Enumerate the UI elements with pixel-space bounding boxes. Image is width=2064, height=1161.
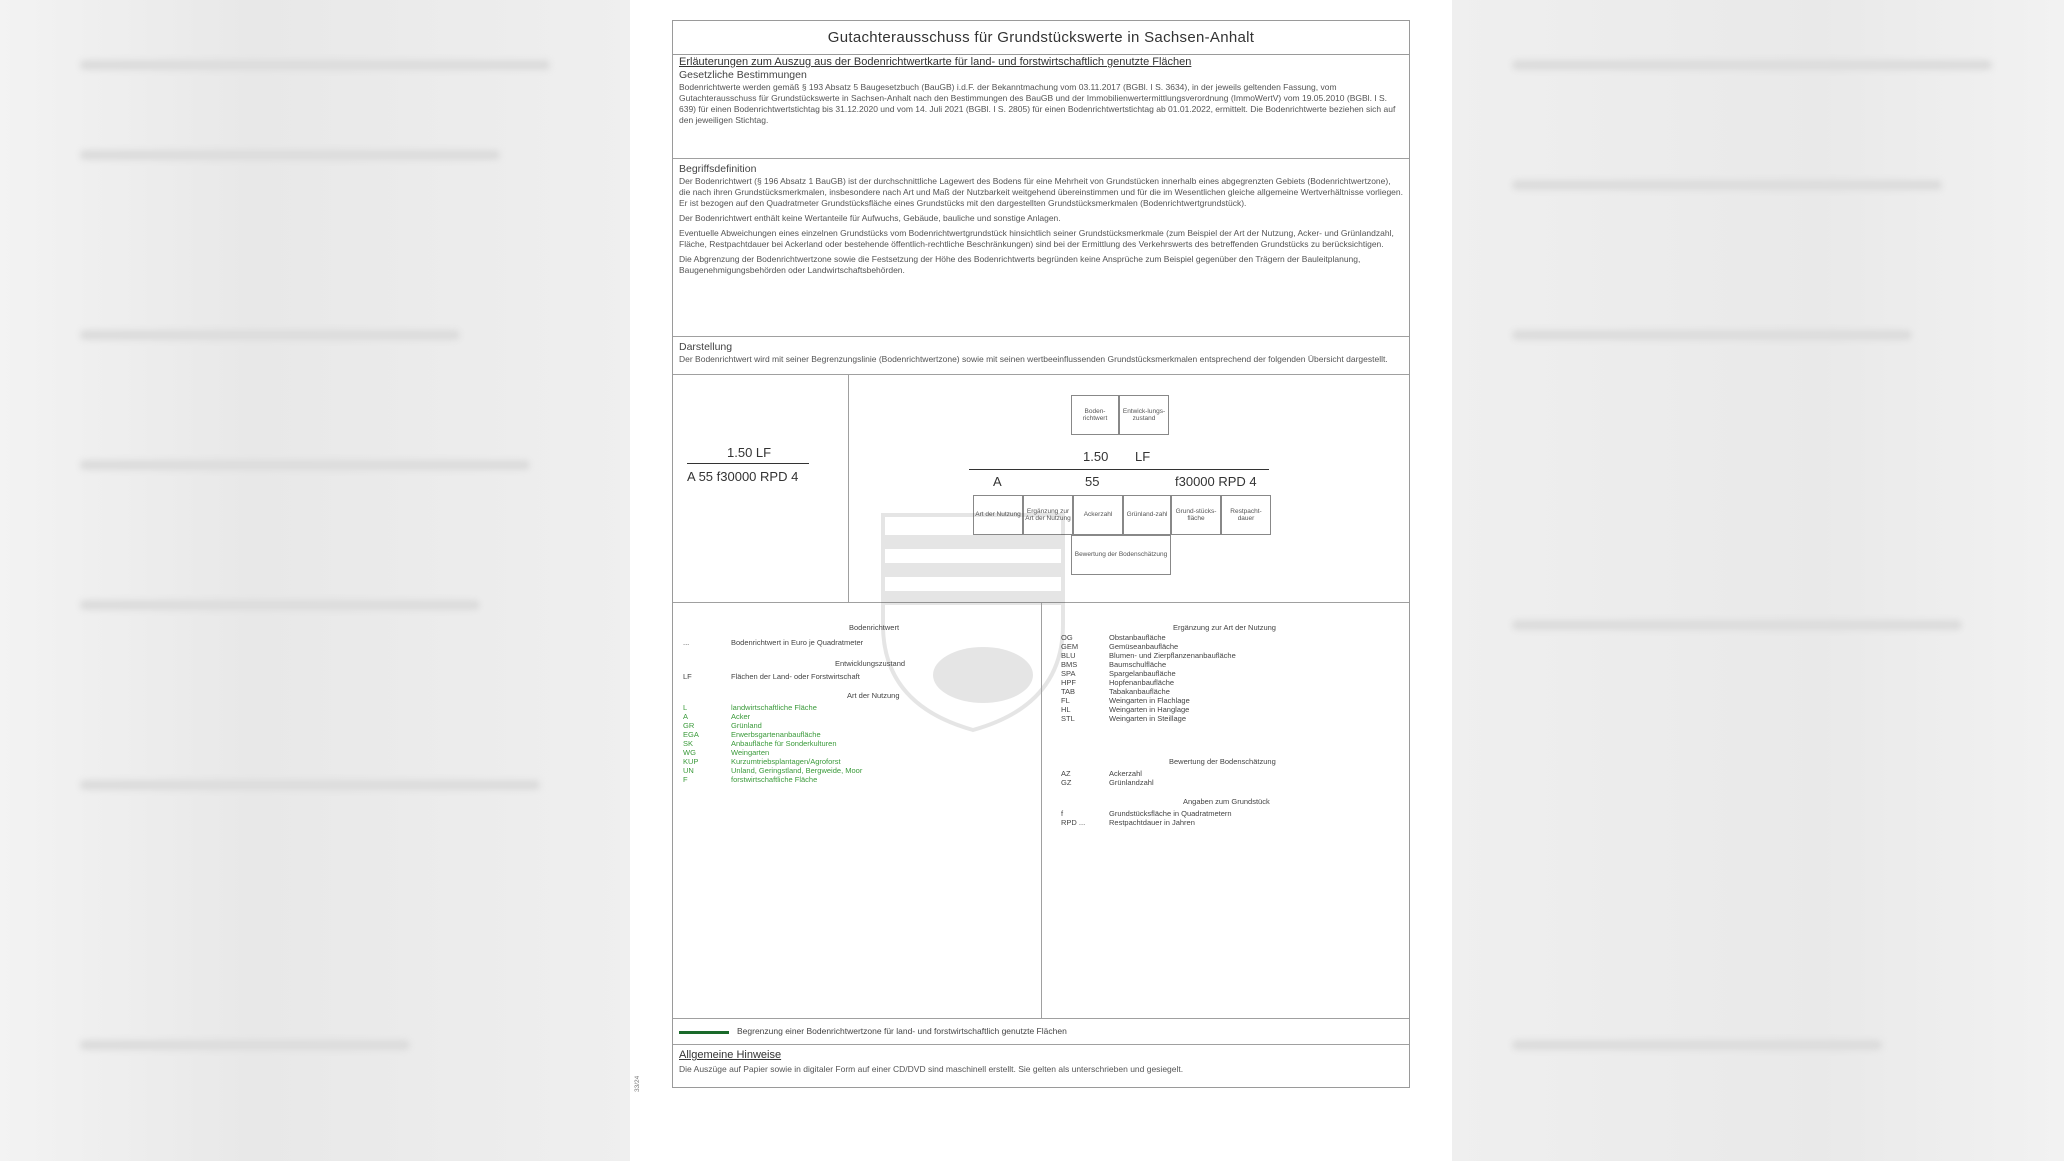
section-gesetzlich [673,54,1409,159]
legend-heading-bodenrichtwert: Bodenrichtwert [849,623,900,632]
diagram-value: 1.50 [1083,449,1109,464]
background-left [0,0,630,1161]
blur-line [80,150,500,160]
legend-text: Baumschulfläche [1109,660,1167,669]
legend-abbr: KUP [683,757,699,766]
box-erg: Ergänzung zur Art der Nutzung [1023,495,1073,535]
blur-line [1512,60,1992,70]
heading-gesetzlich: Gesetzliche Bestimmungen [679,69,807,81]
text-begriff-1: Der Bodenrichtwert (§ 196 Absatz 1 BauGB) ist der durchschnittliche Lagewert des Bodens für eine Mehrheit von Grundstücken innerhalb eines abgegrenzten Gebiets (Bodenrichtwertzone), die nach ihren Grundstücksmerkmalen, insbesondere nach Art und Maß der Nutzbarkeit weitgehend übereinstimmen und für die im Wesentlichen gleiche allgemeine Wertverhältnisse vorliegen. Er ist bezogen auf den Quadratmeter Grundstücksfläche eines Grundstücks mit den dargestellten Grundstücksmerkmalen (Bodenrichtwertgrundstück). [679,176,1403,208]
heading-darstellung: Darstellung [679,341,733,353]
legend-heading-bew: Bewertung der Bodenschätzung [1169,757,1276,766]
diagram-divider [969,469,1269,470]
legend-text: Flächen der Land- oder Forstwirtschaft [731,672,860,681]
legend-abbr: BMS [1061,660,1078,669]
legend-abbr: GR [683,721,695,730]
legend-text: Bodenrichtwert in Euro je Quadratmeter [731,638,864,647]
legend-heading-entwicklung: Entwicklungszustand [835,659,906,668]
legend-text: Gemüseanbaufläche [1109,642,1179,651]
legend-abbr: GEM [1061,642,1079,651]
document-subtitle: Erläuterungen zum Auszug aus der Bodenrichtwertkarte für land- und forstwirtschaftlich genutzte Flächen [679,56,1192,68]
legend-text: Grundstücksfläche in Quadratmetern [1109,809,1232,818]
legend-panel [673,603,1409,1019]
heading-begriff: Begriffsdefinition [679,163,757,175]
box-art: Art der Nutzung [973,495,1023,535]
example-bottom: A 55 f30000 RPD 4 [687,469,799,484]
text-darstellung: Der Bodenrichtwert wird mit seiner Begrenzungslinie (Bodenrichtwertzone) sowie mit seinen wertbeeinflussenden Grundstücksmerkmalen entsprechend der folgenden Übersicht dargestellt. [679,354,1388,364]
legend-abbr: HL [1061,705,1071,714]
blur-line [80,60,550,70]
box-flaeche: Grund-stücks-fläche [1171,495,1221,535]
example-top: 1.50 LF [727,445,772,460]
legend-abbr: OG [1061,633,1073,642]
legend-abbr: RPD ... [1061,818,1086,827]
side-code: 33/24 [634,1075,641,1092]
legend-abbr: f [1061,809,1064,818]
legend-text: landwirtschaftliche Fläche [731,703,817,712]
legend-abbr: L [683,703,688,712]
diagram-rest: f30000 RPD 4 [1175,474,1257,489]
background-right [1452,0,2064,1161]
section-begriff [673,159,1409,337]
legend-abbr: SK [683,739,694,748]
legend-text: Anbaufläche für Sonderkulturen [731,739,837,748]
text-begriff-4: Die Abgrenzung der Bodenrichtwertzone sowie die Festsetzung der Höhe des Bodenrichtwerts begründen keine Ansprüche zum Beispiel gegenüber den Trägern der Bauleitplanung, Baugenehmigungsbehörden oder Landwirtschaftsbehörden. [679,254,1361,275]
legend-text: Weingarten in Steillage [1109,714,1186,723]
legend-text: Weingarten [731,748,770,757]
legend-text: Tabakanbaufläche [1109,687,1170,696]
boundary-line-sample [679,1031,729,1034]
legend-text: Obstanbaufläche [1109,633,1166,642]
legend-abbr: A [683,712,689,721]
legend-text: Grünland [731,721,762,730]
legend-abbr: GZ [1061,778,1072,787]
box-bewertung: Bewertung der Bodenschätzung [1071,535,1171,575]
legend-abbr: HPF [1061,678,1076,687]
diagram-a: A [993,474,1002,489]
legend-abbr: TAB [1061,687,1076,696]
diagram-55: 55 [1085,474,1100,489]
legend-abbr: UN [683,766,694,775]
page-title: Gutachterausschuss für Grundstückswerte in Sachsen-Anhalt [673,21,1409,55]
legend-text: Blumen- und Zierpflanzenanbaufläche [1109,651,1236,660]
legend-abbr: SPA [1061,669,1076,678]
example-divider [687,463,809,464]
heading-hinweise: Allgemeine Hinweise [679,1049,782,1061]
legend-heading-art: Art der Nutzung [847,691,900,700]
text-begriff-3: Eventuelle Abweichungen eines einzelnen Grundstücks vom Bodenrichtwertgrundstück hinsichtlich seiner Grundstücksmerkmale (zum Beispiel der Art der Nutzung, Acker- und Grünlandzahl, Fläche, Restpachtdauer bei Ackerland oder bestehende öffentlich-rechtliche Beschränkungen) sind bei der Ermittlung des Verkehrswerts des betreffenden Grundstücks zu berücksichtigen. [679,228,1394,249]
blur-line [80,330,460,340]
legend-abbr: BLU [1061,651,1076,660]
legend-abbr: F [683,775,688,784]
legend-text: Spargelanbaufläche [1109,669,1176,678]
legend-abbr: ... [683,638,690,647]
text-hinweise: Die Auszüge auf Papier sowie in digitaler Form auf einer CD/DVD sind maschinell erstellt. Sie gelten als unterschrieben und gesiegelt. [679,1064,1184,1074]
legend-text: Unland, Geringstland, Bergweide, Moor [731,766,863,775]
legend-text: Grünlandzahl [1109,778,1154,787]
legend-abbr: FL [1061,696,1070,705]
blur-line [1512,180,1942,190]
blur-line [1512,620,1962,630]
legend-text: Acker [731,712,751,721]
blur-line [1512,1040,1882,1050]
legend-text: Weingarten in Hanglage [1109,705,1190,714]
blur-line [80,780,540,790]
box-entwicklung: Entwick-lungs-zustand [1119,395,1169,435]
boundary-text: Begrenzung einer Bodenrichtwertzone für land- und forstwirtschaftlich genutzte Flächen [737,1026,1067,1036]
legend-heading-ang: Angaben zum Grundstück [1183,797,1270,806]
legend-text: Restpachtdauer in Jahren [1109,818,1195,827]
diagram-lf: LF [1135,449,1151,464]
box-acker: Ackerzahl [1073,495,1123,535]
boundary-legend [673,1019,1409,1045]
legend-abbr: WG [683,748,696,757]
document-page [630,0,1452,1161]
legend-text: forstwirtschaftliche Fläche [731,775,818,784]
legend-abbr: EGA [683,730,699,739]
legend-divider [1041,603,1042,1018]
legend-abbr: AZ [1061,769,1071,778]
section-hinweise [673,1045,1409,1089]
blur-line [80,460,530,470]
legend-abbr: LF [683,672,692,681]
text-gesetzlich: Bodenrichtwerte werden gemäß § 193 Absatz 5 Baugesetzbuch (BauGB) i.d.F. der Bekanntmachung vom 03.11.2017 (BGBl. I S. 3634), in der jeweils geltenden Fassung, vom Gutachterausschuss für Grundstückswerte in Sachsen-Anhalt nach den Bestimmungen des BauGB und der Immobilienwertermittlungsverordnung (ImmoWertV) vom 19.05.2010 (BGBl. I S. 639) für einen Bodenrichtwertstichtag bis 31.12.2020 und vom 14. Juli 2021 (BGBl. I S. 2805) für einen Bodenrichtwertstichtag ab 01.01.2022, ermittelt. Die Bodenrichtwerte beziehen sich auf den jeweiligen Stichtag. [679,82,1396,125]
legend-text: Weingarten in Flachlage [1109,696,1190,705]
document-frame [672,20,1410,1088]
legend-text: Ackerzahl [1109,769,1142,778]
section-darstellung [673,337,1409,375]
legend-text: Hopfenanbaufläche [1109,678,1175,687]
blur-line [80,600,480,610]
box-bodenrichtwert: Boden-richtwert [1071,395,1119,435]
legend-text: Erwerbsgartenanbaufläche [731,730,821,739]
legend-text: Kurzumtriebsplantagen/Agroforst [731,757,841,766]
legend-heading-erg: Ergänzung zur Art der Nutzung [1173,623,1276,632]
example-panel [673,375,849,603]
blur-line [80,1040,410,1050]
text-begriff-2: Der Bodenrichtwert enthält keine Wertanteile für Aufwuchs, Gebäude, bauliche und sonstige Anlagen. [679,213,1061,223]
box-gruen: Grünland-zahl [1123,495,1171,535]
legend-abbr: STL [1061,714,1075,723]
box-rest: Restpacht-dauer [1221,495,1271,535]
blur-line [1512,330,1912,340]
